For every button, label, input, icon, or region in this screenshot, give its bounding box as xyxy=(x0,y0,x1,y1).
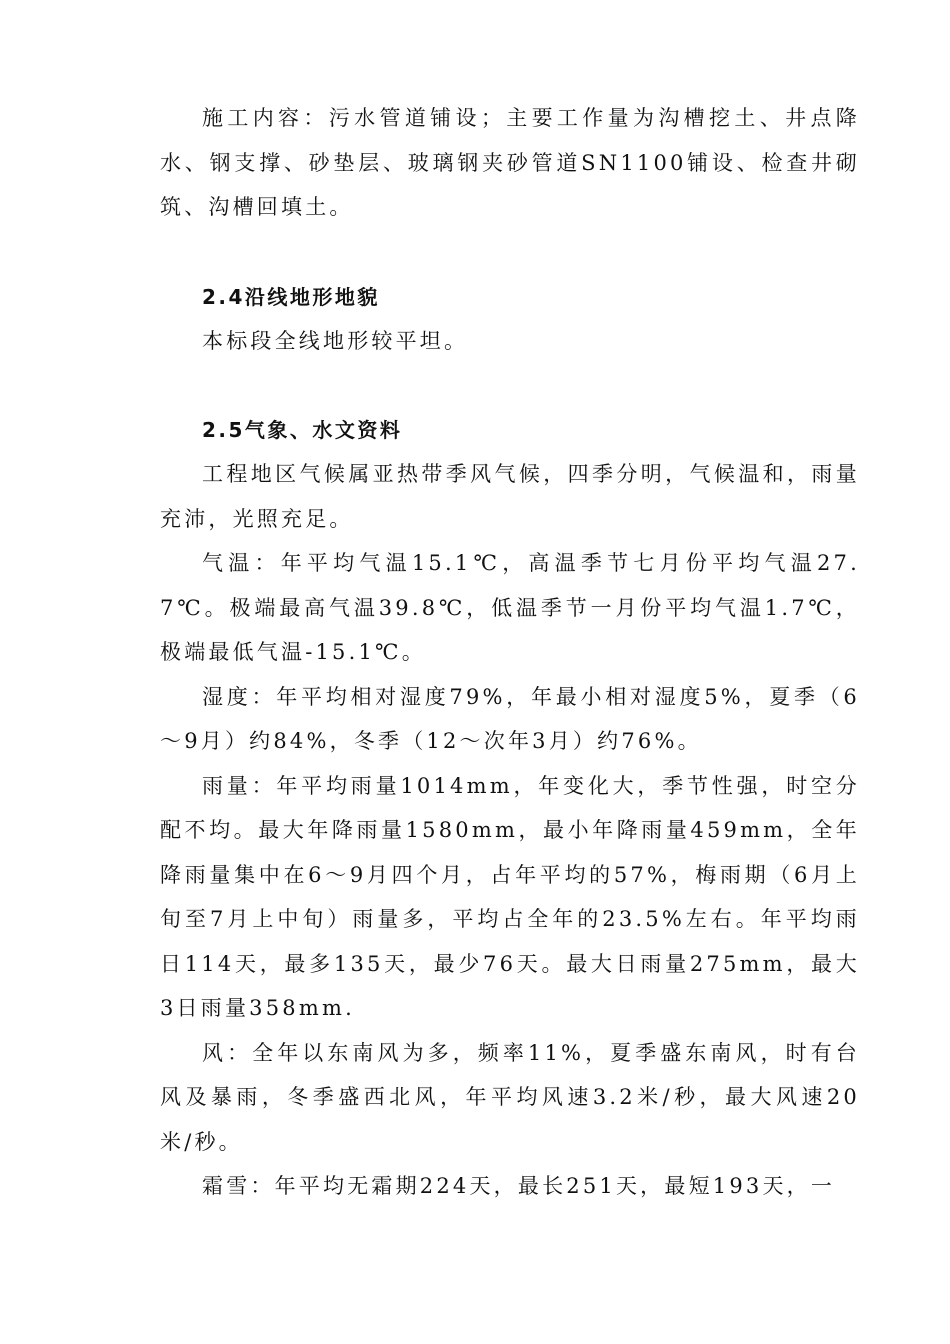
document-page xyxy=(160,96,860,1209)
section-heading-2-4: 2.4沿线地形地貌 xyxy=(202,284,380,309)
intro-paragraph: 施工内容：污水管道铺设；主要工作量为沟槽挖土、井点降水、钢支撑、砂垫层、玻璃钢夹砂管道SN1100铺设、检查井砌筑、沟槽回填土。 xyxy=(160,106,860,219)
climate-paragraph: 工程地区气候属亚热带季风气候，四季分明，气候温和，雨量充沛，光照充足。 xyxy=(160,462,860,531)
rainfall-paragraph: 雨量：年平均雨量1014mm，年变化大，季节性强，时空分配不均。最大年降雨量1580mm，最小年降雨量459mm，全年降雨量集中在6～9月四个月，占年平均的57%，梅雨期（6月上旬至7月上中旬）雨量多，平均占全年的23.5%左右。年平均雨日114天，最多135天，最少76天。最大日雨量275mm，最大3日雨量358mm. xyxy=(160,773,860,1020)
humidity-paragraph: 湿度：年平均相对湿度79%，年最小相对湿度5%，夏季（6～9月）约84%，冬季（12～次年3月）约76%。 xyxy=(160,684,860,753)
section-heading-2-5: 2.5气象、水文资料 xyxy=(202,417,403,442)
temperature-paragraph: 气温：年平均气温15.1℃，高温季节七月份平均气温27.7℃。极端最高气温39.8℃，低温季节一月份平均气温1.7℃，极端最低气温-15.1℃。 xyxy=(160,551,860,664)
frost-paragraph: 霜雪：年平均无霜期224天，最长251天，最短193天，一 xyxy=(202,1174,836,1198)
terrain-paragraph: 本标段全线地形较平坦。 xyxy=(202,329,469,353)
wind-paragraph: 风：全年以东南风为多，频率11%，夏季盛东南风，时有台风及暴雨，冬季盛西北风，年平均风速3.2米/秒，最大风速20米/秒。 xyxy=(160,1040,860,1154)
spacer xyxy=(160,230,860,275)
spacer xyxy=(160,364,860,408)
